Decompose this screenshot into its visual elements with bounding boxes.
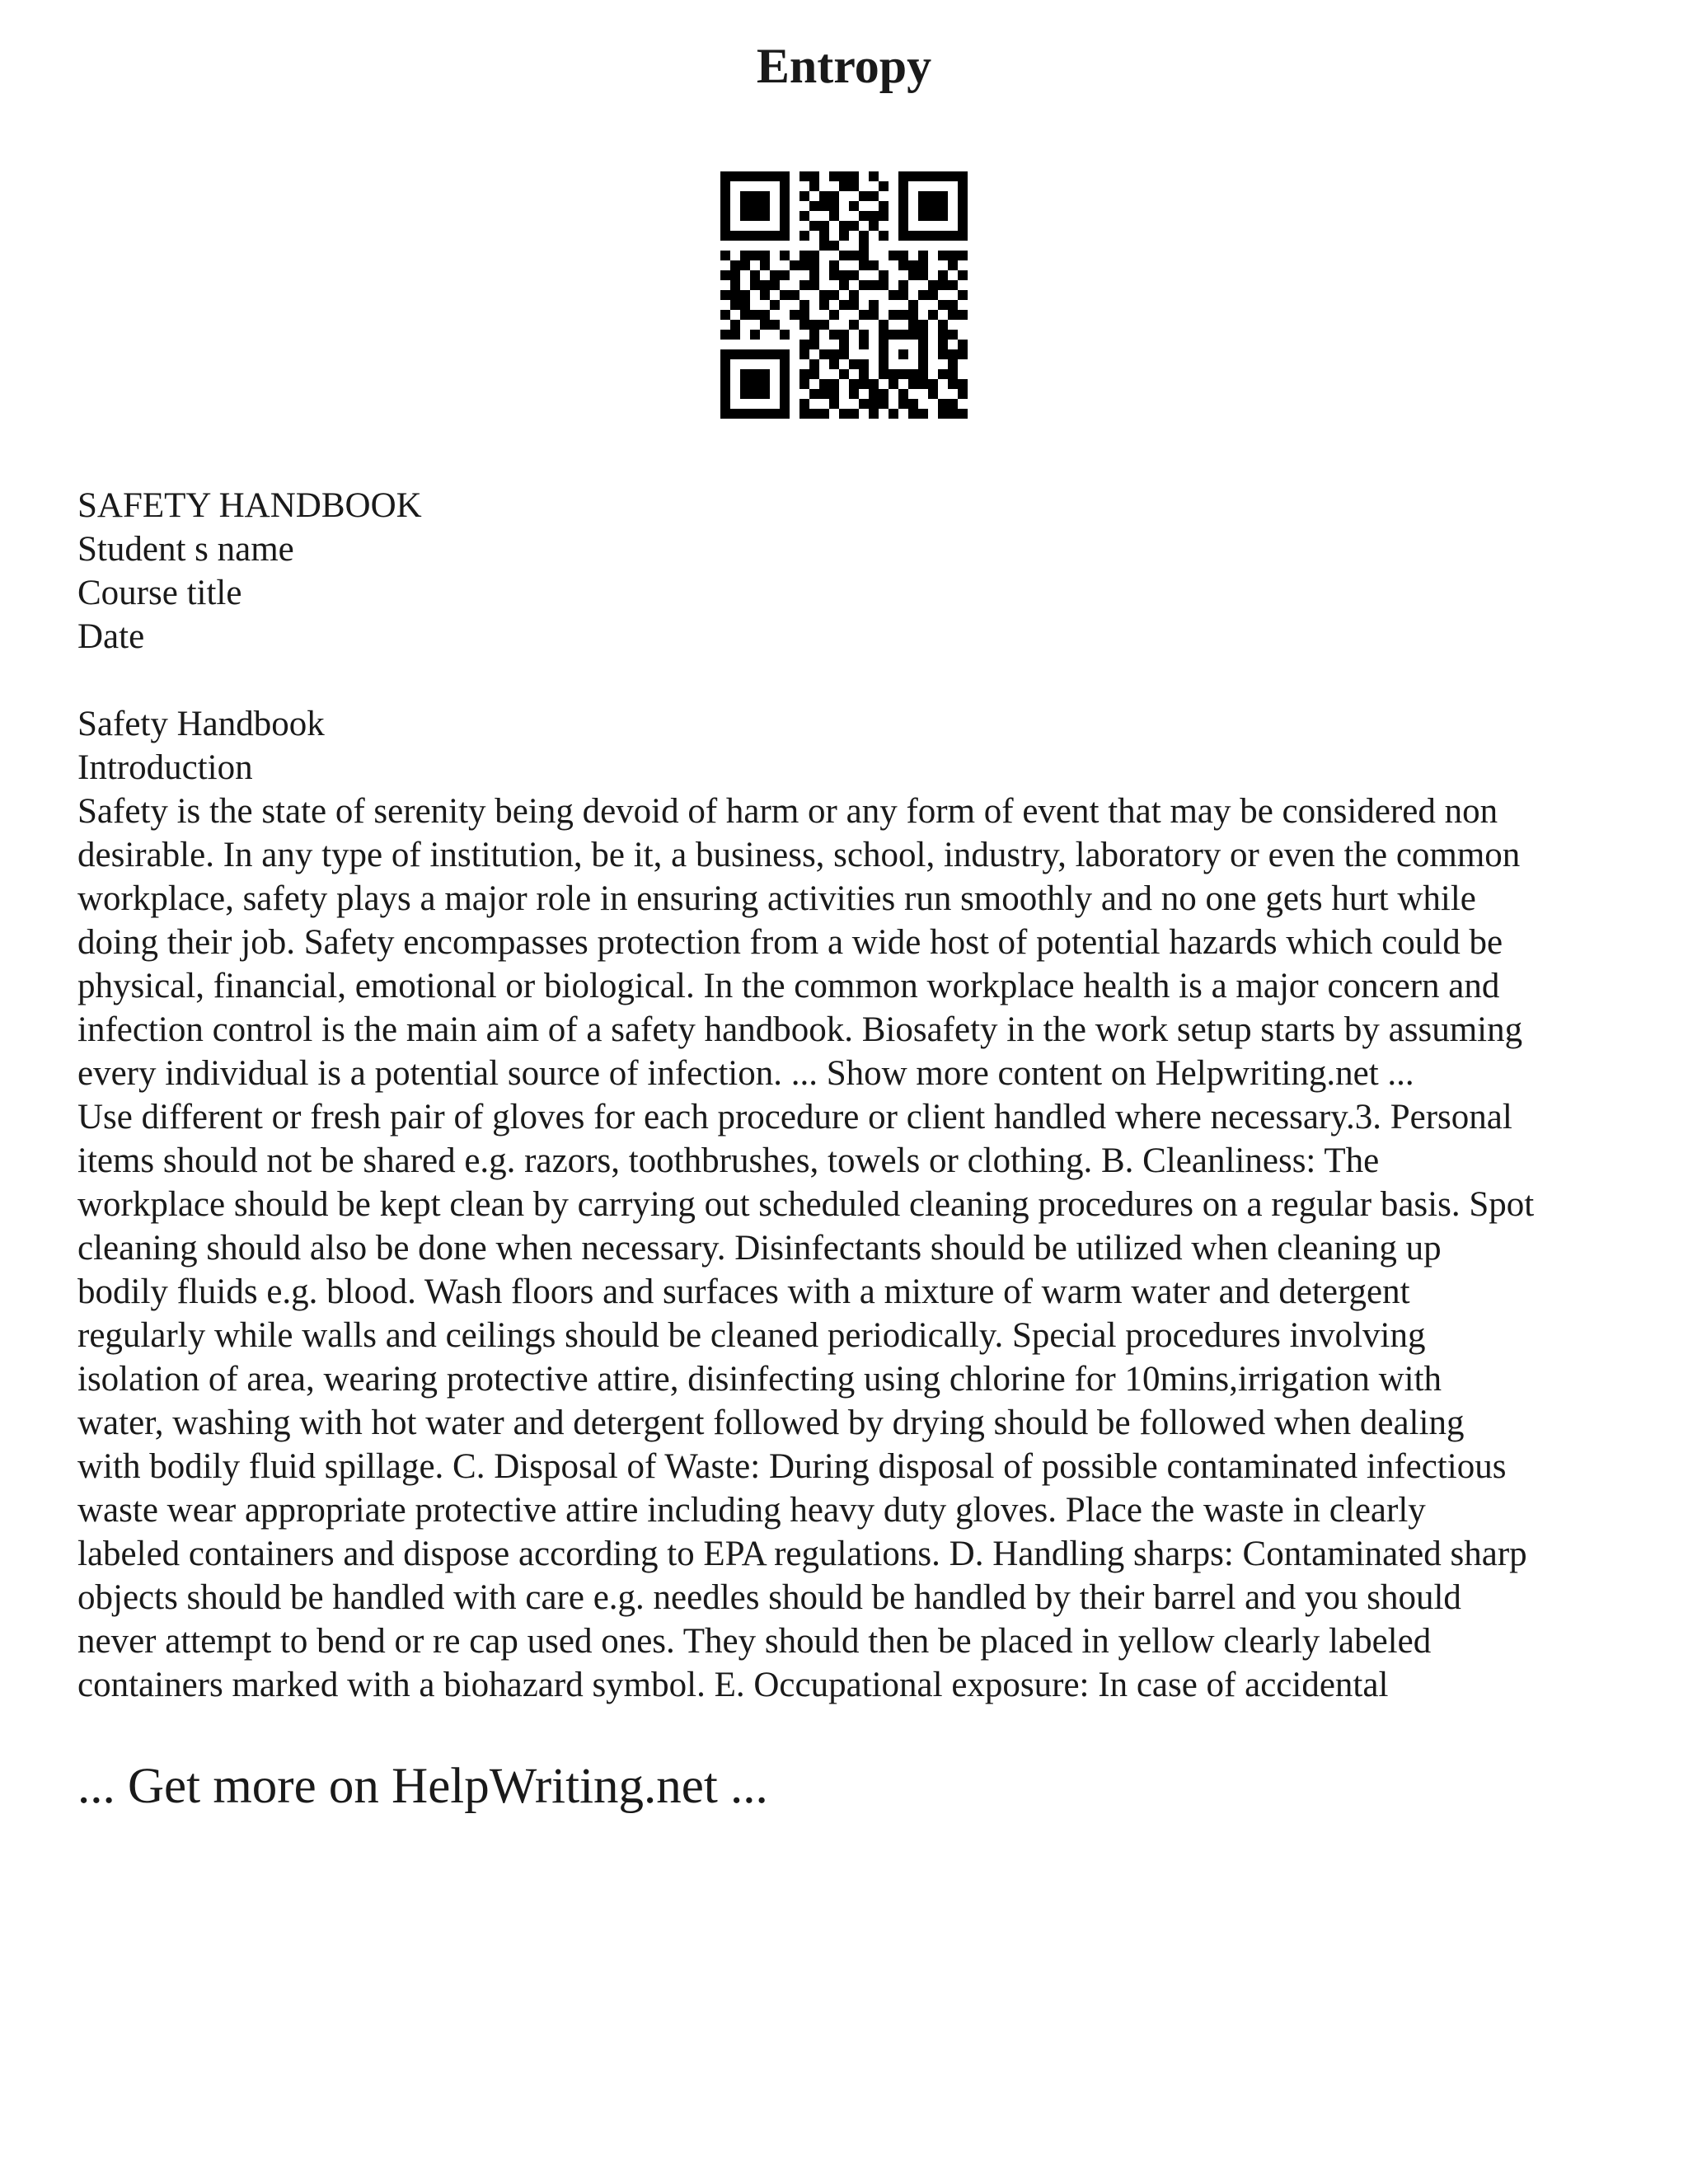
- paragraph-line: regularly while walls and ceilings should be cleaned periodically. Special procedures involving: [77, 1316, 1426, 1355]
- document-body: [77, 702, 1627, 1707]
- paragraph-line: waste wear appropriate protective attire including heavy duty gloves. Place the waste in clearly: [77, 1491, 1426, 1530]
- paragraph-line: Use different or fresh pair of gloves for each procedure or client handled where necessary.3. Personal: [77, 1098, 1512, 1137]
- paragraph-line: isolation of area, wearing protective attire, disinfecting using chlorine for 10mins,irrigation with: [77, 1360, 1442, 1399]
- paragraph-line: items should not be shared e.g. razors, toothbrushes, towels or clothing. B. Cleanliness: The: [77, 1141, 1380, 1180]
- paragraph-line: never attempt to bend or re cap used ones. They should then be placed in yellow clearly labeled: [77, 1622, 1432, 1661]
- paragraph-line: cleaning should also be done when necessary. Disinfectants should be utilized when cleaning up: [77, 1229, 1442, 1268]
- paragraph-line: containers marked with a biohazard symbol. E. Occupational exposure: In case of accidental: [77, 1666, 1389, 1704]
- paragraph-line: desirable. In any type of institution, be it, a business, school, industry, laboratory or even the common: [77, 836, 1521, 874]
- paragraph-line: infection control is the main aim of a safety handbook. Biosafety in the work setup starts by assuming: [77, 1010, 1523, 1049]
- paragraph-line: every individual is a potential source of infection. ... Show more content on Helpwriting.net ...: [77, 1054, 1414, 1093]
- date-line: Date: [77, 617, 145, 656]
- paragraph-line: bodily fluids e.g. blood. Wash floors and surfaces with a mixture of warm water and detergent: [77, 1272, 1410, 1311]
- document-header-block: [77, 484, 1627, 658]
- paragraph-line: physical, financial, emotional or biological. In the common workplace health is a major concern and: [77, 967, 1500, 1005]
- student-name-line: Student s name: [77, 530, 294, 569]
- paragraph-line: with bodily fluid spillage. C. Disposal of Waste: During disposal of possible contaminated infectious: [77, 1447, 1507, 1486]
- paragraph-line: objects should be handled with care e.g. needles should be handled by their barrel and you should: [77, 1578, 1461, 1617]
- handbook-heading: SAFETY HANDBOOK: [77, 486, 422, 525]
- paragraph-line: workplace should be kept clean by carrying out scheduled cleaning procedures on a regular basis. Spot: [77, 1185, 1535, 1224]
- paragraph-line: water, washing with hot water and detergent followed by drying should be followed when dealing: [77, 1404, 1465, 1442]
- section-subtitle: Introduction: [77, 748, 253, 787]
- document-title: Entropy: [756, 39, 932, 93]
- qr-code-icon: [720, 171, 968, 419]
- course-title-line: Course title: [77, 574, 242, 612]
- get-more-link[interactable]: ... Get more on HelpWriting.net ...: [77, 1759, 768, 1814]
- paragraph-line: workplace, safety plays a major role in ensuring activities run smoothly and no one gets hurt while: [77, 879, 1476, 918]
- paragraph-line: labeled containers and dispose according to EPA regulations. D. Handling sharps: Contaminated sharp: [77, 1535, 1527, 1573]
- paragraph-line: Safety is the state of serenity being devoid of harm or any form of event that may be considered non: [77, 792, 1498, 831]
- paragraph-line: doing their job. Safety encompasses protection from a wide host of potential hazards which could be: [77, 923, 1503, 962]
- section-title: Safety Handbook: [77, 705, 325, 743]
